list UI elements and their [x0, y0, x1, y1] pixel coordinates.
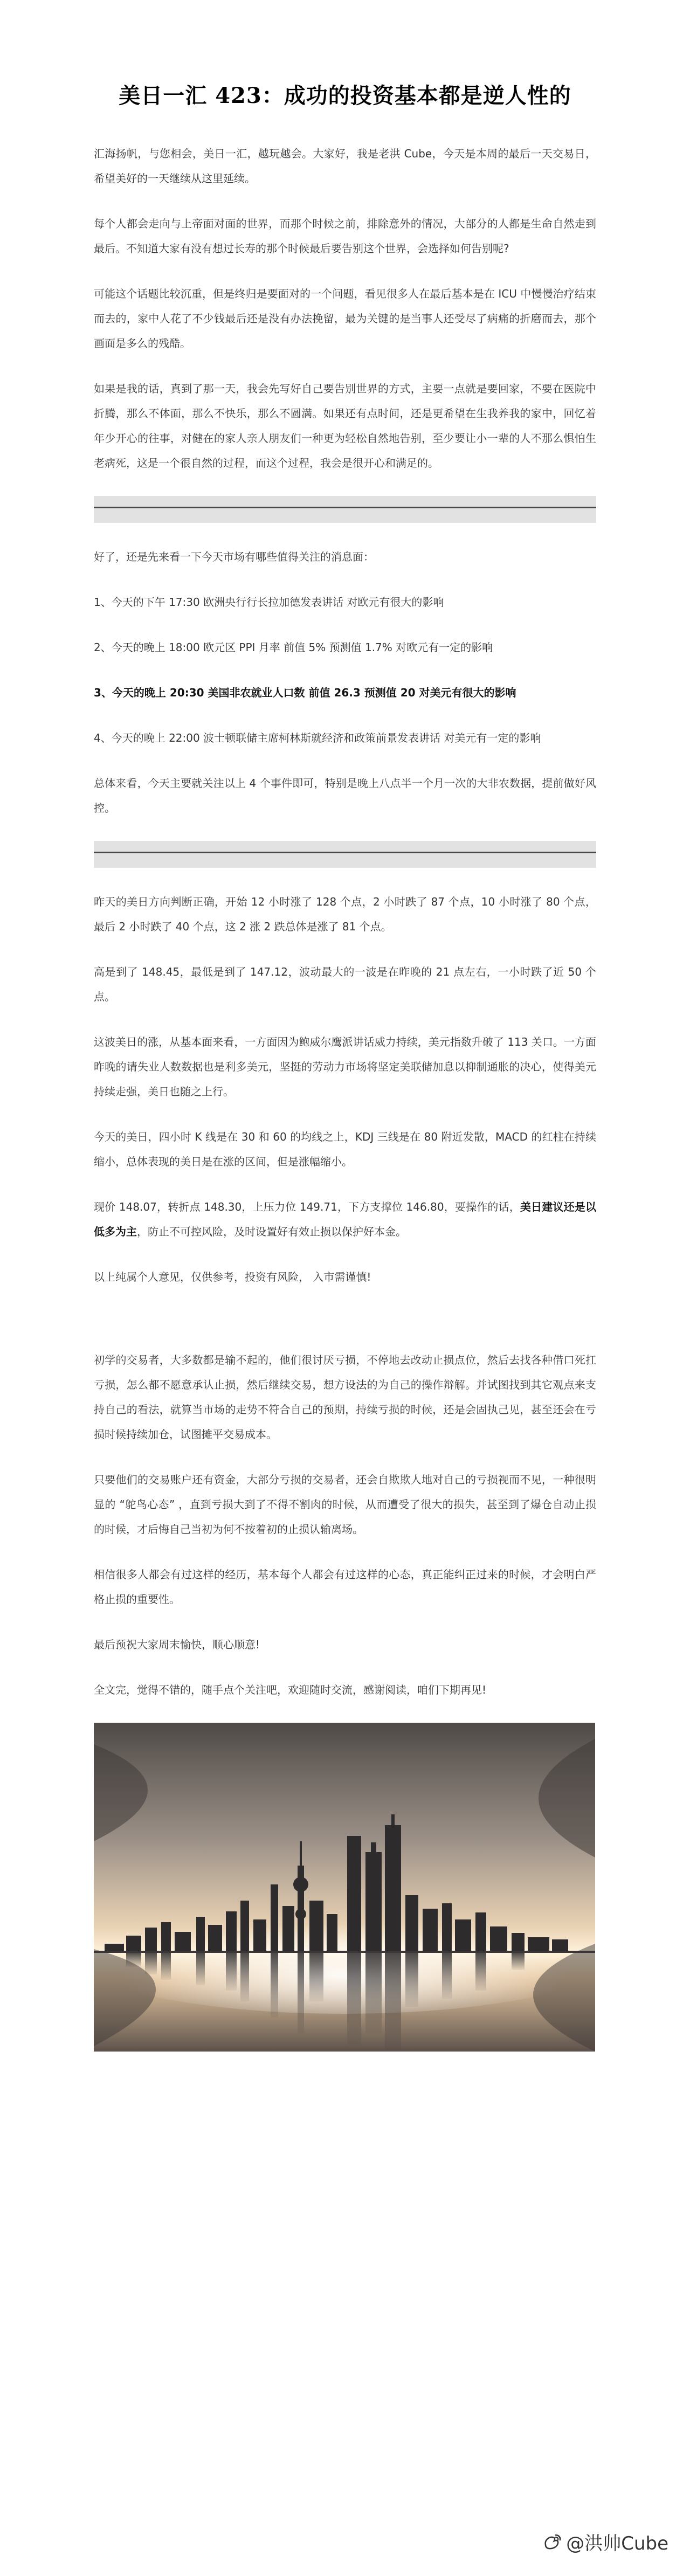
strategy-text: 现价 148.07，转折点 148.30，上压力位 149.71，下方支撑位 146.80，要操作的话，: [94, 1200, 520, 1213]
city-skyline-image: [94, 1723, 595, 2052]
closing-paragraph-1: 初学的交易者，大多数都是输不起的，他们很讨厌亏损，不停地去改动止损点位，然后去找各种借口死扛亏损，怎么都不愿意承认止损，然后继续交易，想方设法的为自己的操作辩解。并试图找到其它观点来支持自己的看法，就算当市场的走势不符合自己的预期，持续亏损的时候，还是会固执己见，甚至还会在亏损时候持续加仓，试图摊平交易成本。: [94, 1353, 596, 1441]
article-title: 美日一汇 423：成功的投资基本都是逆人性的: [119, 83, 571, 108]
news-intro: 好了，还是先来看一下今天市场有哪些值得关注的消息面：: [94, 550, 374, 563]
spacer: [94, 1310, 596, 1348]
weibo-watermark: [541, 2528, 668, 2555]
closing-paragraph-3: 相信很多人都会有过这样的经历，基本每个人都会有过这样的心态，真正能纠正过来的时候，才会明白严格止损的重要性。: [94, 1568, 596, 1606]
strategy-paragraph: [94, 1194, 596, 1244]
article-body: [94, 113, 596, 2052]
news-item-4: 4、今天的晚上 22:00 波士顿联储主席柯林斯就经济和政策前景发表讲话 对美元有一定的影响: [94, 731, 541, 744]
news-item-3: 3、今天的晚上 20:30 美国非农就业人口数 前值 26.3 预测值 20 对美元有很大的影响: [94, 686, 516, 699]
analysis-paragraph-1: 昨天的美日方向判断正确，开始 12 小时涨了 128 个点，2 小时跌了 87 个点，10 小时涨了 80 个点，最后 2 小时跌了 40 个点，这 2 涨 2 跌总体是涨了 81 个点。: [94, 895, 596, 933]
section-divider-2: [94, 841, 596, 868]
closing-paragraph-4: 最后预祝大家周末愉快，顺心顺意!: [94, 1638, 260, 1651]
analysis-paragraph-4: 今天的美日，四小时 K 线是在 30 和 60 的均线之上，KDJ 三线是在 80 附近发散，MACD 的红柱在持续缩小，总体表现的美日是在涨的区间，但是涨幅缩小。: [94, 1130, 596, 1168]
article: [94, 0, 596, 2052]
intro-paragraph-1: 汇海扬帆，与您相会，美日一汇，越玩越会。大家好，我是老洪 Cube，今天是本周的最后一天交易日，希望美好的一天继续从这里延续。: [94, 147, 596, 185]
intro-paragraph-3: 可能这个话题比较沉重，但是终归是要面对的一个问题，看见很多人在最后基本是在 ICU 中慢慢治疗结束而去的，家中人花了不少钱最后还是没有办法挽留，最为关键的是当事人还受尽了病痛的折磨而去，那个画面是多么的残酷。: [94, 287, 596, 350]
intro-paragraph-4: 如果是我的话，真到了那一天，我会先写好自己要告别世界的方式，主要一点就是要回家，不要在医院中折腾，那么不体面，那么不快乐，那么不圆满。如果还有点时间，还是更希望在生我养我的家中，回忆着年少开心的往事，对健在的家人亲人朋友们一种更为轻松自然地告别，至少要让小一辈的人不那么惧怕生老病死，这是一个很自然的过程，而这个过程，我会是很开心和满足的。: [94, 382, 596, 469]
strategy-emphasis: 美日建议还是以低多为主: [94, 1200, 597, 1238]
news-summary: 总体来看，今天主要就关注以上 4 个事件即可，特别是晚上八点半一个月一次的大非农数据，提前做好风控。: [94, 777, 596, 814]
analysis-paragraph-2: 高是到了 148.45，最低是到了 147.12，波动最大的一波是在昨晚的 21 点左右，一小时跌了近 50 个点。: [94, 965, 596, 1003]
divider-line: [94, 507, 596, 508]
analysis-paragraph-3: 这波美日的涨，从基本面来看，一方面因为鲍威尔鹰派讲话威力持续，美元指数升破了 113 关口。一方面昨晚的请失业人数数据也是利多美元，坚挺的劳动力市场将坚定美联储加息以抑制通胀的决心，使得美元持续走强，美日也随之上行。: [94, 1035, 596, 1098]
watermark-text: @洪帅Cube: [566, 2532, 668, 2554]
news-item-1: 1、今天的下午 17:30 欧洲央行行长拉加德发表讲话 对欧元有很大的影响: [94, 596, 444, 609]
weibo-logo-icon: [541, 2531, 563, 2552]
city-skyline-illustration: [94, 1723, 595, 2052]
closing-paragraph-5: 全文完，觉得不错的，随手点个关注吧，欢迎随时交流，感谢阅读，咱们下期再见!: [94, 1683, 487, 1696]
closing-paragraph-2: 只要他们的交易账户还有资金，大部分亏损的交易者，还会自欺欺人地对自己的亏损视而不见，一种很明显的 “鸵鸟心态” ，直到亏损大到了不得不割肉的时候，从而遭受了很大的损失，甚至到了爆仓自动止损的时候，才后悔自己当初为何不按着初的止损认输离场。: [94, 1473, 596, 1536]
strategy-tail: ，防止不可控风险，及时设置好有效止损以保护好本金。: [137, 1225, 406, 1238]
divider-line: [94, 852, 596, 853]
news-item-2: 2、今天的晚上 18:00 欧元区 PPI 月率 前值 5% 预测值 1.7% 对欧元有一定的影响: [94, 641, 493, 654]
intro-paragraph-2: 每个人都会走向与上帝面对面的世界，而那个时候之前，排除意外的情况，大部分的人都是生命自然走到最后。不知道大家有没有想过长寿的那个时候最后要告别这个世界，会选择如何告别呢?: [94, 217, 596, 255]
disclaimer: 以上纯属个人意见，仅供参考，投资有风险， 入市需谨慎!: [94, 1270, 371, 1283]
section-divider-1: [94, 496, 596, 523]
